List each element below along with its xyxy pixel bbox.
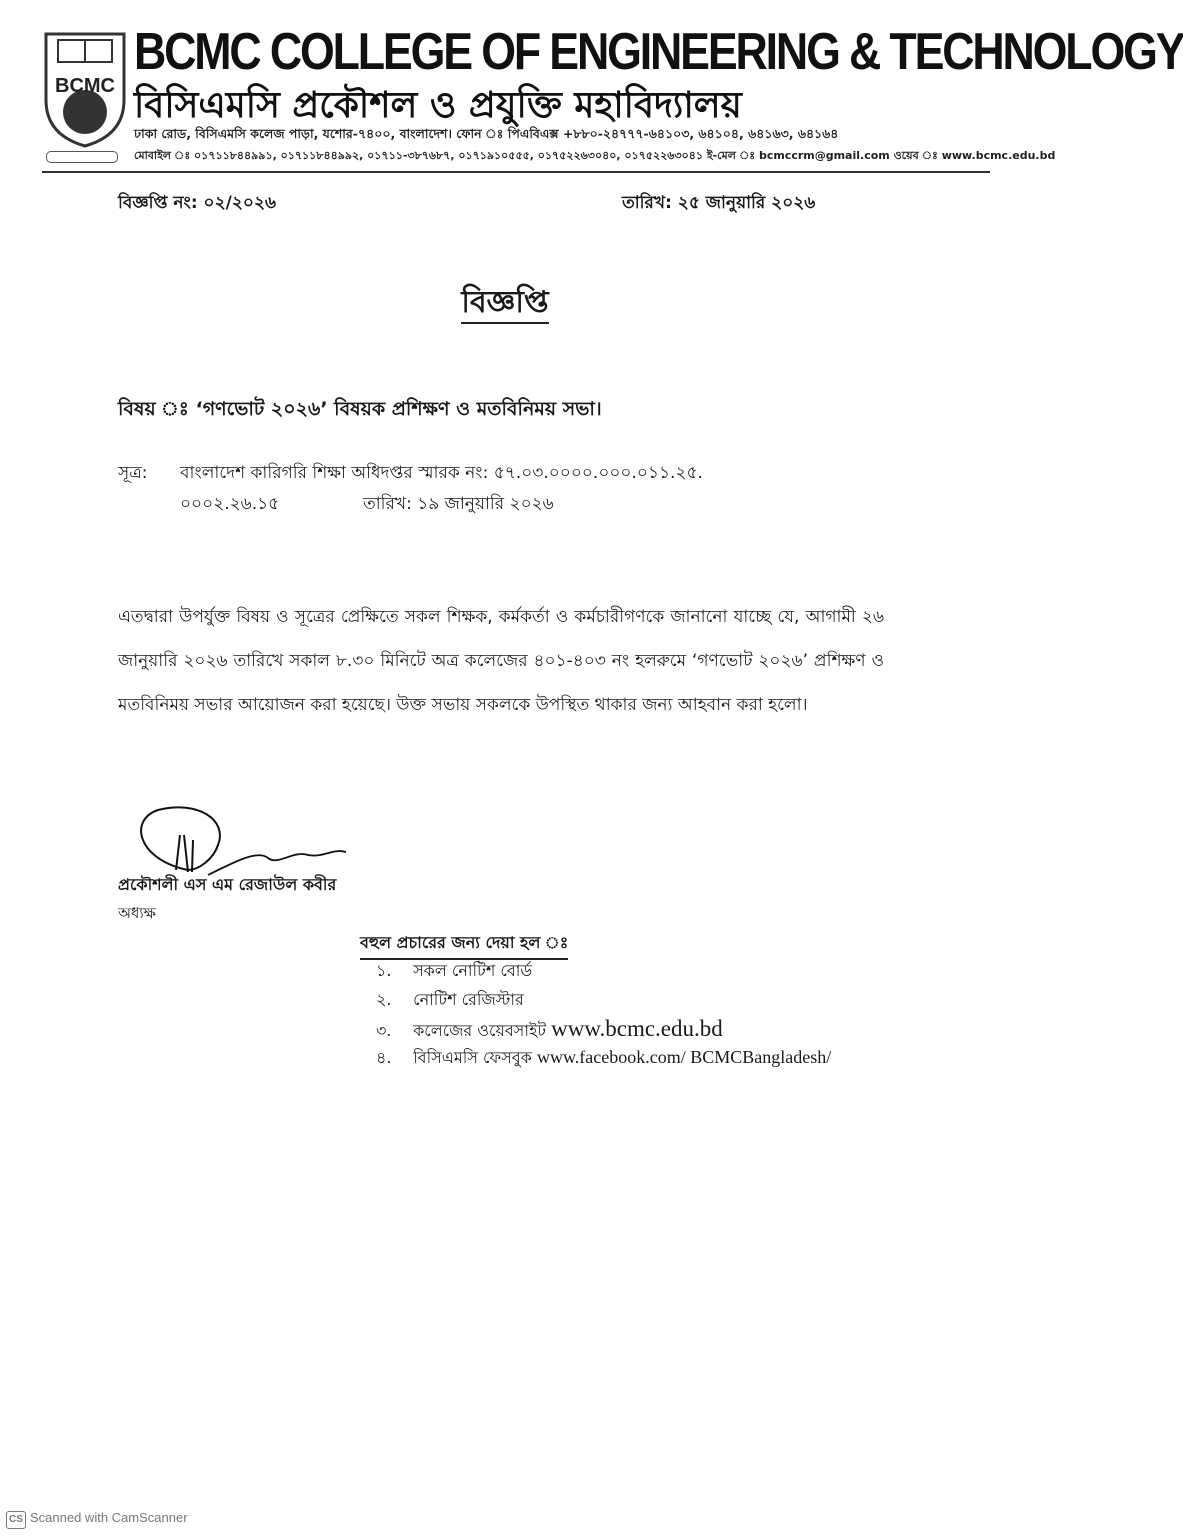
college-name-en: BCMC COLLEGE OF ENGINEERING & TECHNOLOGY xyxy=(134,23,1183,81)
facebook-link[interactable]: www.facebook.com/ BCMCBangladesh/ xyxy=(536,1047,832,1067)
list-item-text: বিসিএমসি ফেসবুক xyxy=(413,1048,532,1067)
logo-ribbon xyxy=(46,151,118,163)
college-contact: মোবাইল ঃ ০১৭১১৮৪৪৯৯১, ০১৭১১৮৪৪৯৯২, ০১৭১১-৩৮৭৬৮৭, ০১৭১৯১০৫৫৫, ০১৭৫২২৬৩০৪০, ০১৭৫২২৬৩০৪১ ই-মেল ঃ bcmccrm@gmail.com ওয়েব ঃ www.bcmc.edu.bd xyxy=(134,149,1056,162)
scanner-watermark xyxy=(6,1510,188,1529)
distribution-list xyxy=(376,958,831,1074)
college-name-bn: বিসিএমসি প্রকৌশল ও প্রযুক্তি মহাবিদ্যালয় xyxy=(134,85,742,126)
list-item-text: নোটিশ রেজিস্টার xyxy=(413,990,524,1009)
signatory-name: প্রকৌশলী এস এম রেজাউল কবীর xyxy=(118,875,337,894)
distribution-heading: বহুল প্রচারের জন্য দেয়া হল ঃ xyxy=(360,930,568,960)
list-item xyxy=(376,987,831,1016)
notice-number: বিজ্ঞপ্তি নং: ০২/২০২৬ xyxy=(118,193,277,213)
logo-text: BCMC xyxy=(55,75,115,97)
website-link[interactable]: www.bcmc.edu.bd xyxy=(551,1016,723,1041)
list-item xyxy=(376,1016,831,1045)
reference-date: তারিখ: ১৯ জানুয়ারি ২০২৬ xyxy=(363,494,554,514)
list-item-number: ৪. xyxy=(376,1048,392,1067)
list-item-number: ২. xyxy=(376,990,392,1009)
list-item-number: ১. xyxy=(376,961,392,980)
header-divider xyxy=(42,171,990,173)
reference-line-2: ০০০২.২৬.১৫ xyxy=(180,494,280,514)
notice-body: এতদ্বারা উপর্যুক্ত বিষয় ও সূত্রের প্রেক্ষিতে সকল শিক্ষক, কর্মকর্তা ও কর্মচারীগণকে জানানো যাচ্ছে যে, আগামী ২৬ জানুয়ারি ২০২৬ তারিখে সকাল ৮.৩০ মিনিটে অত্র কলেজের ৪০১-৪০৩ নং হলরুমে ‘গণভোট ২০২৬’ প্রশিক্ষণ ও মতবিনিময় সভার আয়োজন করা হয়েছে। উক্ত সভায় সকলকে উপস্থিত থাকার জন্য আহবান করা হলো। xyxy=(118,607,884,715)
list-item xyxy=(376,958,831,987)
college-logo xyxy=(42,30,128,148)
list-item xyxy=(376,1045,831,1074)
reference-line-1: বাংলাদেশ কারিগরি শিক্ষা অধিদপ্তর স্মারক নং: ৫৭.০৩.০০০০.০০০.০১১.২৫. xyxy=(180,463,703,483)
list-item-text: কলেজের ওয়েবসাইট xyxy=(413,1021,547,1040)
signatory-title: অধ্যক্ষ xyxy=(118,904,156,922)
notice-subject: বিষয় ঃ ‘গণভোট ২০২৬’ বিষয়ক প্রশিক্ষণ ও মতবিনিময় সভা। xyxy=(118,398,602,420)
notice-heading xyxy=(0,278,1010,329)
scanner-text: Scanned with CamScanner xyxy=(30,1510,188,1525)
list-item-number: ৩. xyxy=(376,1021,392,1040)
notice-date: তারিখ: ২৫ জানুয়ারি ২০২৬ xyxy=(622,193,816,213)
notice-heading-text: বিজ্ঞপ্তি xyxy=(461,285,548,324)
reference-label: সূত্র: xyxy=(118,463,148,483)
list-item-text: সকল নোটিশ বোর্ড xyxy=(413,961,533,980)
camscanner-icon: CS xyxy=(6,1511,26,1529)
college-address: ঢাকা রোড, বিসিএমসি কলেজ পাড়া, যশোর-৭৪০০, বাংলাদেশ। ফোন ঃ পিএবিএক্স +৮৮০-২৪৭৭৭-৬৪১০৩, ৬৪১০৪, ৬৪১৬৩, ৬৪১৬৪ xyxy=(134,126,839,141)
